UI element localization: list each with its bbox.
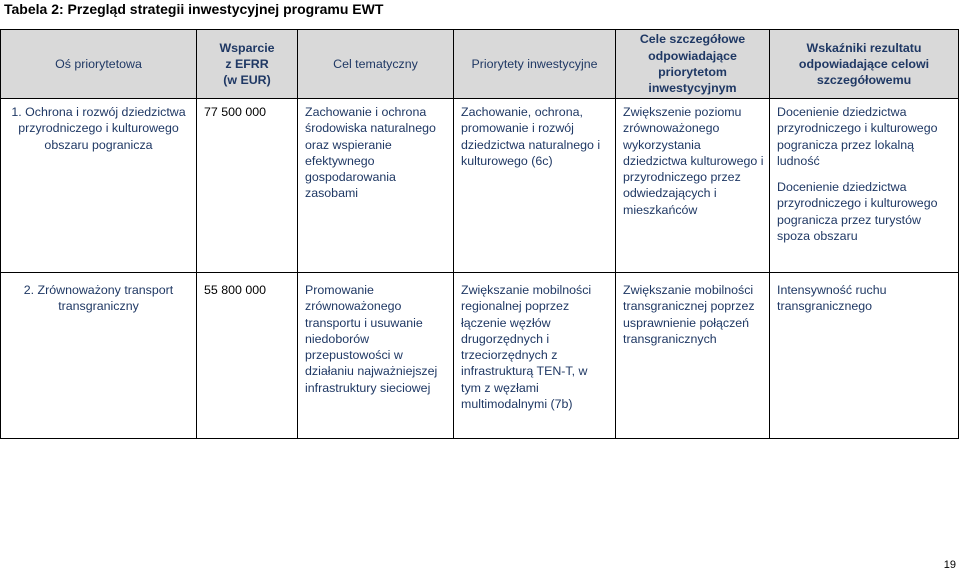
cell-indicators — [770, 273, 959, 439]
table-caption: Tabela 2: Przegląd strategii inwestycyjnej programu EWT — [4, 1, 384, 17]
cell-axis: 1. Ochrona i rozwój dziedzictwa przyrodniczego i kulturowego obszaru pogranicza — [1, 99, 197, 273]
header-support: Wsparcie z EFRR (w EUR) — [197, 30, 298, 99]
cell-thematic: Zachowanie i ochrona środowiska naturalnego oraz wspieranie efektywnego gospodarowania zasobami — [298, 99, 454, 273]
header-objectives: Cele szczegółowe odpowiadające priorytetom inwestycyjnym — [616, 30, 770, 99]
cell-objective: Zwiększenie poziomu zrównoważonego wykorzystania dziedzictwa kulturowego i przyrodniczego przez odwiedzających i mieszkańców — [616, 99, 770, 273]
cell-support: 55 800 000 — [197, 273, 298, 439]
cell-priority: Zachowanie, ochrona, promowanie i rozwój dziedzictwa naturalnego i kulturowego (6c) — [454, 99, 616, 273]
header-indicators: Wskaźniki rezultatu odpowiadające celowi szczegółowemu — [770, 30, 959, 99]
page-number: 19 — [943, 559, 956, 571]
header-thematic: Cel tematyczny — [298, 30, 454, 99]
header-axis: Oś priorytetowa — [1, 30, 197, 99]
cell-indicators — [770, 99, 959, 273]
header-priorities: Priorytety inwestycyjne — [454, 30, 616, 99]
cell-priority: Zwiększanie mobilności regionalnej poprzez łączenie węzłów drugorzędnych i trzeciorzędnych z infrastrukturą TEN-T, w tym z węzłami multimodalnymi (7b) — [454, 273, 616, 439]
cell-thematic: Promowanie zrównoważonego transportu i usuwanie niedoborów przepustowości w działaniu najważniejszej infrastruktury sieciowej — [298, 273, 454, 439]
header-row — [1, 30, 959, 99]
cell-support: 77 500 000 — [197, 99, 298, 273]
table-row — [1, 99, 959, 273]
indicator-text: Docenienie dziedzictwa przyrodniczego i kulturowego pogranicza przez turystów spoza obszaru — [777, 180, 938, 244]
indicator-text: Intensywność ruchu transgranicznego — [777, 283, 887, 314]
cell-axis: 2. Zrównoważony transport transgraniczny — [1, 273, 197, 439]
strategy-table — [0, 29, 959, 439]
cell-objective: Zwiększanie mobilności transgranicznej poprzez usprawnienie połączeń transgranicznych — [616, 273, 770, 439]
indicator-text: Docenienie dziedzictwa przyrodniczego i kulturowego pogranicza przez lokalną ludność — [777, 105, 938, 168]
table-row — [1, 273, 959, 439]
